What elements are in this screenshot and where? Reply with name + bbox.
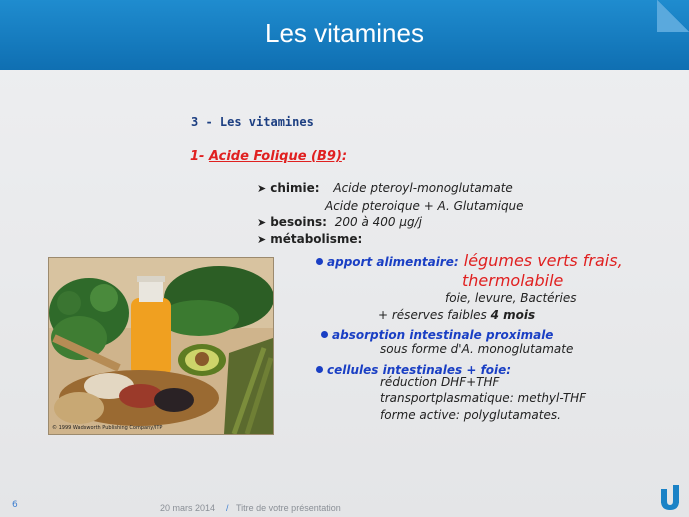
thermolabile: thermolabile	[462, 271, 564, 290]
reserves-line	[378, 308, 535, 322]
footer-date: 20 mars 2014	[160, 503, 216, 513]
section-title: 3 - Les vitamines	[191, 115, 314, 129]
absorption-line	[321, 324, 553, 343]
subtitle-text: Acide Folique (B9)	[208, 149, 342, 164]
chimie-line	[257, 181, 513, 195]
vegetables-photo	[48, 257, 274, 435]
apport-label: apport alimentaire:	[327, 255, 459, 269]
photo-caption: © 1999 Wadsworth Publishing Company/ITP	[52, 425, 163, 431]
reduction: réduction DHF+THF	[380, 375, 500, 389]
chimie-label: chimie:	[270, 181, 320, 195]
bullet-icon	[321, 331, 328, 338]
page-number: 6	[12, 500, 18, 510]
apport-line	[316, 251, 623, 270]
apport-value: légumes verts frais,	[463, 251, 623, 270]
footer-presentation: Titre de votre présentation	[236, 503, 341, 513]
footer-separator: /	[226, 503, 229, 513]
sources: foie, levure, Bactéries	[445, 291, 577, 305]
slide-header	[0, 0, 689, 70]
bullet-icon	[316, 258, 323, 265]
besoins-line	[257, 215, 422, 229]
chimie-value: Acide pteroyl-monoglutamate	[333, 181, 513, 195]
subtitle	[190, 149, 347, 164]
page-fold-icon	[657, 0, 689, 32]
arrow-icon: ➤	[257, 182, 267, 195]
forme-active: forme active: polyglutamates.	[380, 408, 561, 422]
absorption-value: sous forme d'A. monoglutamate	[380, 342, 574, 356]
absorption-label: absorption intestinale proximale	[332, 328, 554, 342]
subtitle-colon: :	[341, 149, 348, 164]
metabolisme-label: métabolisme:	[270, 232, 363, 246]
vegetables-image-icon	[49, 258, 273, 434]
transport: transportplasmatique: methyl-THF	[380, 391, 587, 405]
subtitle-number: 1-	[190, 149, 209, 164]
chimie-value-2: Acide pteroique + A. Glutamique	[325, 199, 524, 213]
arrow-icon: ➤	[257, 216, 267, 229]
cellules-label: cellules intestinales + foie:	[327, 363, 512, 377]
bullet-icon	[316, 366, 323, 373]
university-logo-icon	[659, 485, 681, 511]
arrow-icon: ➤	[257, 233, 267, 246]
slide-title: Les vitamines	[265, 18, 424, 48]
reserves-text: + réserves faibles	[378, 308, 491, 322]
reserves-bold: 4 mois	[490, 308, 536, 322]
metabolisme-line	[257, 232, 362, 246]
besoins-value: 200 à 400 µg/j	[334, 215, 422, 229]
besoins-label: besoins:	[270, 215, 327, 229]
